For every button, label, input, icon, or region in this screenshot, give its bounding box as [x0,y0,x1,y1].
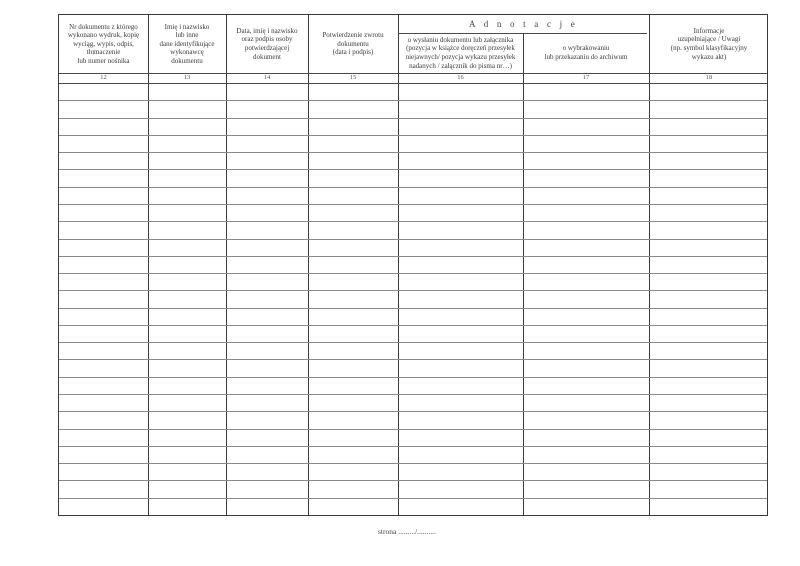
column-header-18: Informacje uzupełniające / Uwagi (np. symbol klasyfikacyjny wykazu akt) [670,26,748,61]
row-line [59,169,767,170]
row-line [59,239,767,240]
row-line [59,342,767,343]
row-line [59,429,767,430]
row-line [59,463,767,464]
row-line [59,325,767,326]
numbers-bottom-line [59,83,767,84]
column-header-15: Potwierdzenie zwrotu dokumentu (data i podpis) [322,31,384,57]
column-divider [308,15,309,515]
column-header-16: o wysłaniu dokumentu lub załącznika (pozycja w książce doręczeń przesyłek niejawnych/ pozycja wykazu przesyłek nadanych / załącznik do pisma nr…) [405,35,516,70]
row-line [59,359,767,360]
register-table [58,14,768,516]
row-line [59,411,767,412]
column-divider [649,15,650,515]
row-line [59,221,767,222]
column-divider [226,15,227,515]
column-number-16: 16 [457,73,464,81]
row-line [59,498,767,499]
column-number-18: 18 [705,73,713,81]
row-line [59,204,767,205]
column-header-14: Data, imię i nazwisko oraz podpis osoby potwierdzającej dokument [236,26,298,61]
column-number-13: 13 [183,73,191,81]
row-line [59,446,767,447]
column-number-14: 14 [263,73,271,81]
column-divider [398,15,399,515]
column-header-17: o wybrakowaniu lub przekazaniu do archiwum [544,44,628,61]
row-line [59,394,767,395]
row-line [59,100,767,101]
row-line [59,290,767,291]
row-line [59,152,767,153]
column-header-12: Nr dokumentu z którego wykonano wydruk, kopię wyciąg, wypis, odpis, tłumaczenie lub numer nośnika [67,22,140,65]
column-divider [148,15,149,515]
row-line [59,187,767,188]
row-line [59,308,767,309]
row-line [59,256,767,257]
page-number-footer: strona ........./.......... [378,527,436,536]
row-line [59,273,767,274]
row-line [59,377,767,378]
column-number-17: 17 [582,73,590,81]
column-header-13: Imię i nazwisko lub inne dane identyfikujące wykonawcę dokumentu [159,22,215,65]
column-number-15: 15 [349,73,357,81]
row-line [59,135,767,136]
row-line [59,118,767,119]
adnotacje-group-header: A d n o t a c j e [469,18,578,29]
column-number-12: 12 [100,73,107,81]
row-line [59,480,767,481]
